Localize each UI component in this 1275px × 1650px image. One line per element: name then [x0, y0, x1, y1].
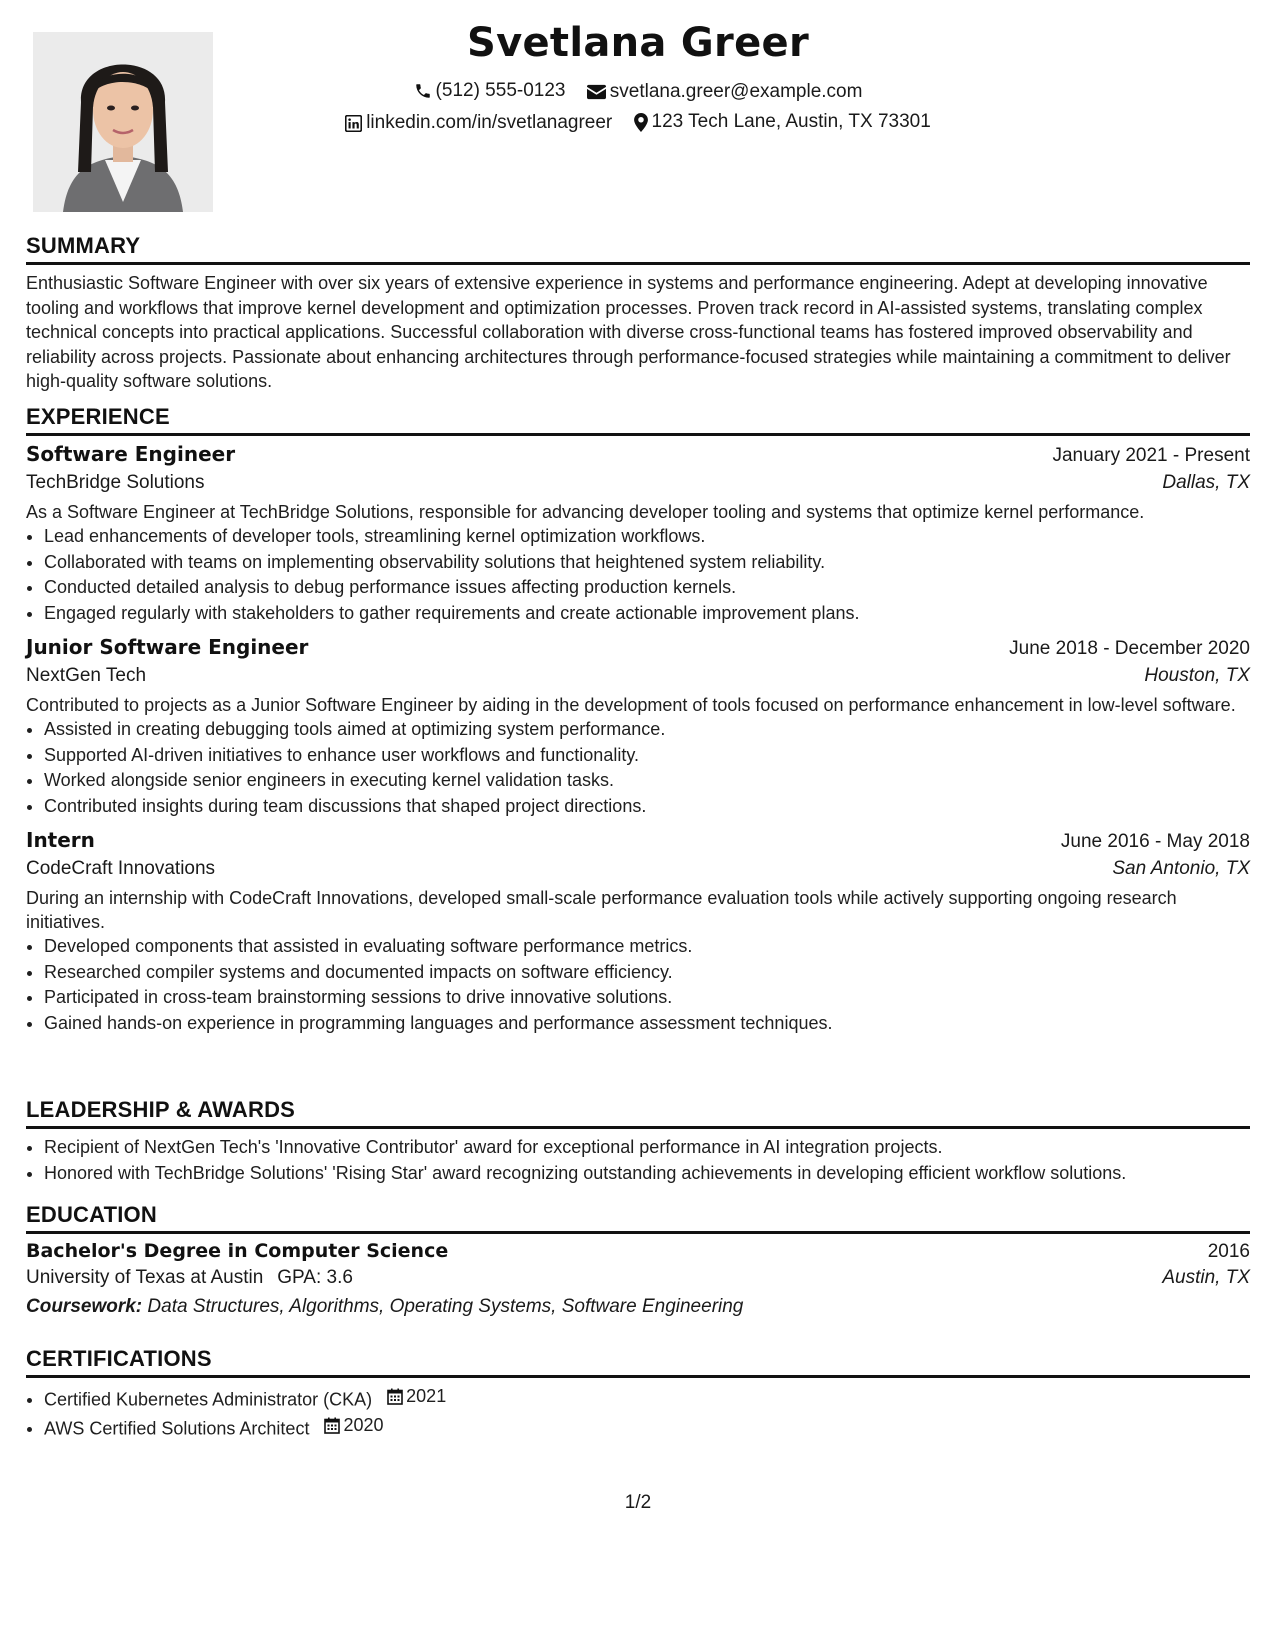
section-title: LEADERSHIP & AWARDS [26, 1097, 1250, 1129]
list-item: • Assisted in creating debugging tools aimed at optimizing system performance. [44, 717, 1250, 743]
map-pin-icon [634, 113, 648, 132]
job-location: Dallas, TX [1162, 472, 1250, 493]
page-number: 1/2 [624, 1492, 652, 1513]
calendar-icon [387, 1388, 403, 1405]
section-title: SUMMARY [26, 233, 1250, 265]
list-item: • Contributed insights during team discussions that shaped project directions. [44, 794, 1250, 820]
section-title: CERTIFICATIONS [26, 1346, 1250, 1378]
list-item: • Recipient of NextGen Tech's 'Innovative Contributor' award for exceptional performance in AI integration projects. [44, 1135, 1250, 1161]
section-title: EXPERIENCE [26, 404, 1250, 436]
job-bullets [26, 717, 1250, 819]
contact-line-2 [26, 111, 1250, 138]
job-entry [26, 828, 1250, 1036]
street-address: 123 Tech Lane, Austin, TX 73301 [651, 111, 931, 132]
job-title: Junior Software Engineer [26, 635, 309, 659]
summary-section [26, 233, 1250, 394]
linkedin-url: linkedin.com/in/svetlanagreer [366, 112, 613, 133]
gpa: GPA: 3.6 [277, 1267, 353, 1288]
address-contact [634, 111, 931, 133]
job-bullets [26, 524, 1250, 626]
job-location: Houston, TX [1144, 665, 1250, 686]
linkedin-icon [345, 115, 362, 132]
school-name: University of Texas at Austin [26, 1267, 264, 1288]
list-item: • Participated in cross-team brainstorming sessions to drive innovative solutions. [44, 985, 1250, 1011]
email-address: svetlana.greer@example.com [609, 81, 863, 102]
job-title: Software Engineer [26, 442, 236, 466]
list-item [44, 1384, 1250, 1413]
list-item: • Worked alongside senior engineers in executing kernel validation tasks. [44, 768, 1250, 794]
calendar-icon [324, 1417, 340, 1434]
list-item: • Conducted detailed analysis to debug performance issues affecting production kernels. [44, 575, 1250, 601]
phone-number: (512) 555-0123 [435, 80, 566, 101]
award-list [26, 1135, 1250, 1186]
certification-year: 2021 [406, 1386, 447, 1406]
phone-contact[interactable] [414, 80, 566, 102]
contact-line-1 [26, 80, 1250, 106]
certification-name: AWS Certified Solutions Architect [44, 1418, 310, 1438]
certification-name: Certified Kubernetes Administrator (CKA) [44, 1389, 373, 1410]
coursework-label: Coursework: [26, 1296, 143, 1317]
envelope-icon [587, 84, 606, 100]
certification-year: 2020 [343, 1414, 384, 1435]
job-entry [26, 635, 1250, 819]
job-dates: June 2018 - December 2020 [1009, 638, 1250, 659]
job-dates: January 2021 - Present [1052, 445, 1250, 466]
job-description: During an internship with CodeCraft Innovations, developed small-scale performance evaluation tools while actively supporting ongoing research initiatives. [26, 888, 1177, 932]
degree-title: Bachelor's Degree in Computer Science [26, 1240, 449, 1262]
list-item: • Supported AI-driven initiatives to enhance user workflows and functionality. [44, 743, 1250, 769]
certifications-section [26, 1346, 1250, 1442]
phone-icon [414, 82, 432, 100]
email-contact[interactable] [587, 81, 863, 103]
list-item: • Developed components that assisted in evaluating software performance metrics. [44, 934, 1250, 960]
school-location: Austin, TX [1162, 1267, 1250, 1288]
resume-page [26, 0, 1250, 1650]
leadership-section [26, 1097, 1250, 1186]
list-item: • Collaborated with teams on implementing observability solutions that heightened system reliability. [44, 550, 1250, 576]
coursework [26, 1296, 1250, 1318]
list-item: • Engaged regularly with stakeholders to gather requirements and create actionable improvement plans. [44, 601, 1250, 627]
list-item [44, 1413, 1250, 1442]
job-description: As a Software Engineer at TechBridge Solutions, responsible for advancing developer tooling and systems that optimize kernel performance. [26, 502, 1145, 522]
job-bullets [26, 934, 1250, 1036]
list-item: • Lead enhancements of developer tools, streamlining kernel optimization workflows. [44, 524, 1250, 550]
list-item: • Honored with TechBridge Solutions' 'Rising Star' award recognizing outstanding achievements in developing efficient workflow solutions. [44, 1161, 1250, 1187]
list-item: • Gained hands-on experience in programming languages and performance assessment techniques. [44, 1011, 1250, 1037]
job-title: Intern [26, 828, 95, 852]
summary-text: Enthusiastic Software Engineer with over six years of extensive experience in systems and performance engineering. Adept at developing innovative tooling and workflows that improve kernel development and optimization processes. Proven track record in AI-assisted systems, translating complex technical concepts into practical applications. Successful collaboration with diverse cross-functional teams has fostered improved observability and reliability across projects. Passionate about enhancing architectures through performance-focused strategies while maintaining a commitment to deliver high-quality software solutions. [26, 273, 1231, 391]
job-entry [26, 442, 1250, 626]
certification-list [26, 1384, 1250, 1442]
linkedin-contact[interactable] [345, 112, 612, 134]
company-name: NextGen Tech [26, 665, 147, 686]
section-title: EDUCATION [26, 1202, 1250, 1234]
graduation-year: 2016 [1207, 1241, 1250, 1262]
job-dates: June 2016 - May 2018 [1060, 831, 1250, 852]
job-description: Contributed to projects as a Junior Software Engineer by aiding in the development of tools focused on performance enhancement in low-level software. [26, 695, 1236, 715]
experience-section [26, 404, 1250, 1036]
company-name: CodeCraft Innovations [26, 858, 216, 879]
candidate-name: Svetlana Greer [467, 20, 809, 66]
company-name: TechBridge Solutions [26, 472, 205, 493]
education-section [26, 1202, 1250, 1318]
job-location: San Antonio, TX [1112, 858, 1250, 879]
coursework-list: Data Structures, Algorithms, Operating Systems, Software Engineering [147, 1296, 744, 1317]
list-item: • Researched compiler systems and documented impacts on software efficiency. [44, 960, 1250, 986]
